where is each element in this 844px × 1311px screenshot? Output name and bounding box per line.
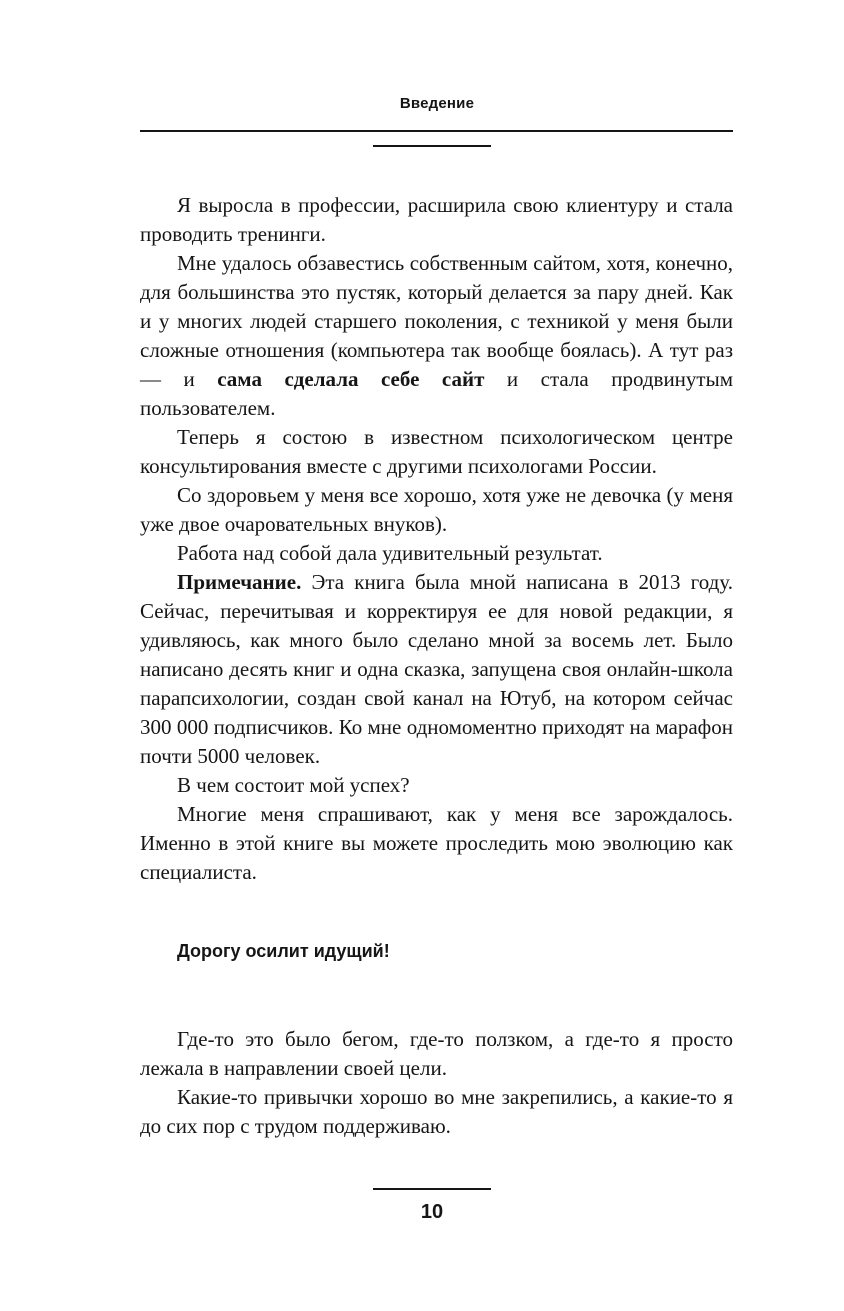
paragraph: Многие меня спрашивают, как у меня все зарождалось. Именно в этой книге вы можете проследить мою эволюцию как специалиста. [140, 802, 733, 884]
note-label: Примечание. [177, 570, 302, 594]
paragraph: В чем состоит мой успех? [177, 773, 410, 797]
footer-rule [373, 1188, 491, 1190]
paragraph: Со здоровьем у меня все хорошо, хотя уже не девочка (у меня уже двое очаровательных внуков). [140, 483, 733, 536]
section-heading: Дорогу осилит идущий! [177, 941, 390, 961]
paragraph [140, 568, 733, 771]
paragraph: Какие-то привычки хорошо во мне закрепились, а какие-то я до сих пор с трудом поддерживаю. [140, 1085, 733, 1138]
paragraph: Я выросла в профессии, расширила свою клиентуру и стала проводить тренинги. [140, 193, 733, 246]
body-text-block [140, 191, 733, 887]
paragraph: Теперь я состою в известном психологическом центре консультирования вместе с другими психологами России. [140, 425, 733, 478]
paragraph-text: Мне удалось обзавестись собственным сайтом, хотя, конечно, для большинства это пустяк, который делается за пару дней. Как и у многих людей старшего поколения, с техникой у меня были сложные отношения (компьютера так вообще боялась). А тут раз — и [140, 251, 733, 391]
page-number: 10 [420, 1201, 444, 1223]
header-short-rule [373, 145, 491, 147]
running-head: Введение [399, 95, 475, 112]
emphasis-text: сама сделала себе сайт [217, 367, 485, 391]
paragraph-text: Эта книга была мной написана в 2013 году. Сейчас, перечитывая и корректируя ее для новой редакции, я удивляюсь, как много было сделано мной за восемь лет. Было написано десять книг и одна сказка, запущена своя онлайн-школа парапсихологии, создан свой канал на Ютуб, на котором сейчас 300 000 подписчиков. Ко мне одномоментно приходят на марафон почти 5000 человек. [140, 570, 733, 768]
paragraph: Работа над собой дала удивительный результат. [177, 541, 603, 565]
paragraph: Где-то это было бегом, где-то ползком, а где-то я просто лежала в направлении своей цели. [140, 1027, 733, 1080]
paragraph-text: и стала продвинутым пользователем. [140, 367, 733, 420]
paragraph [140, 249, 733, 423]
header-rule [140, 130, 733, 132]
body-text-block-2 [140, 1025, 733, 1141]
